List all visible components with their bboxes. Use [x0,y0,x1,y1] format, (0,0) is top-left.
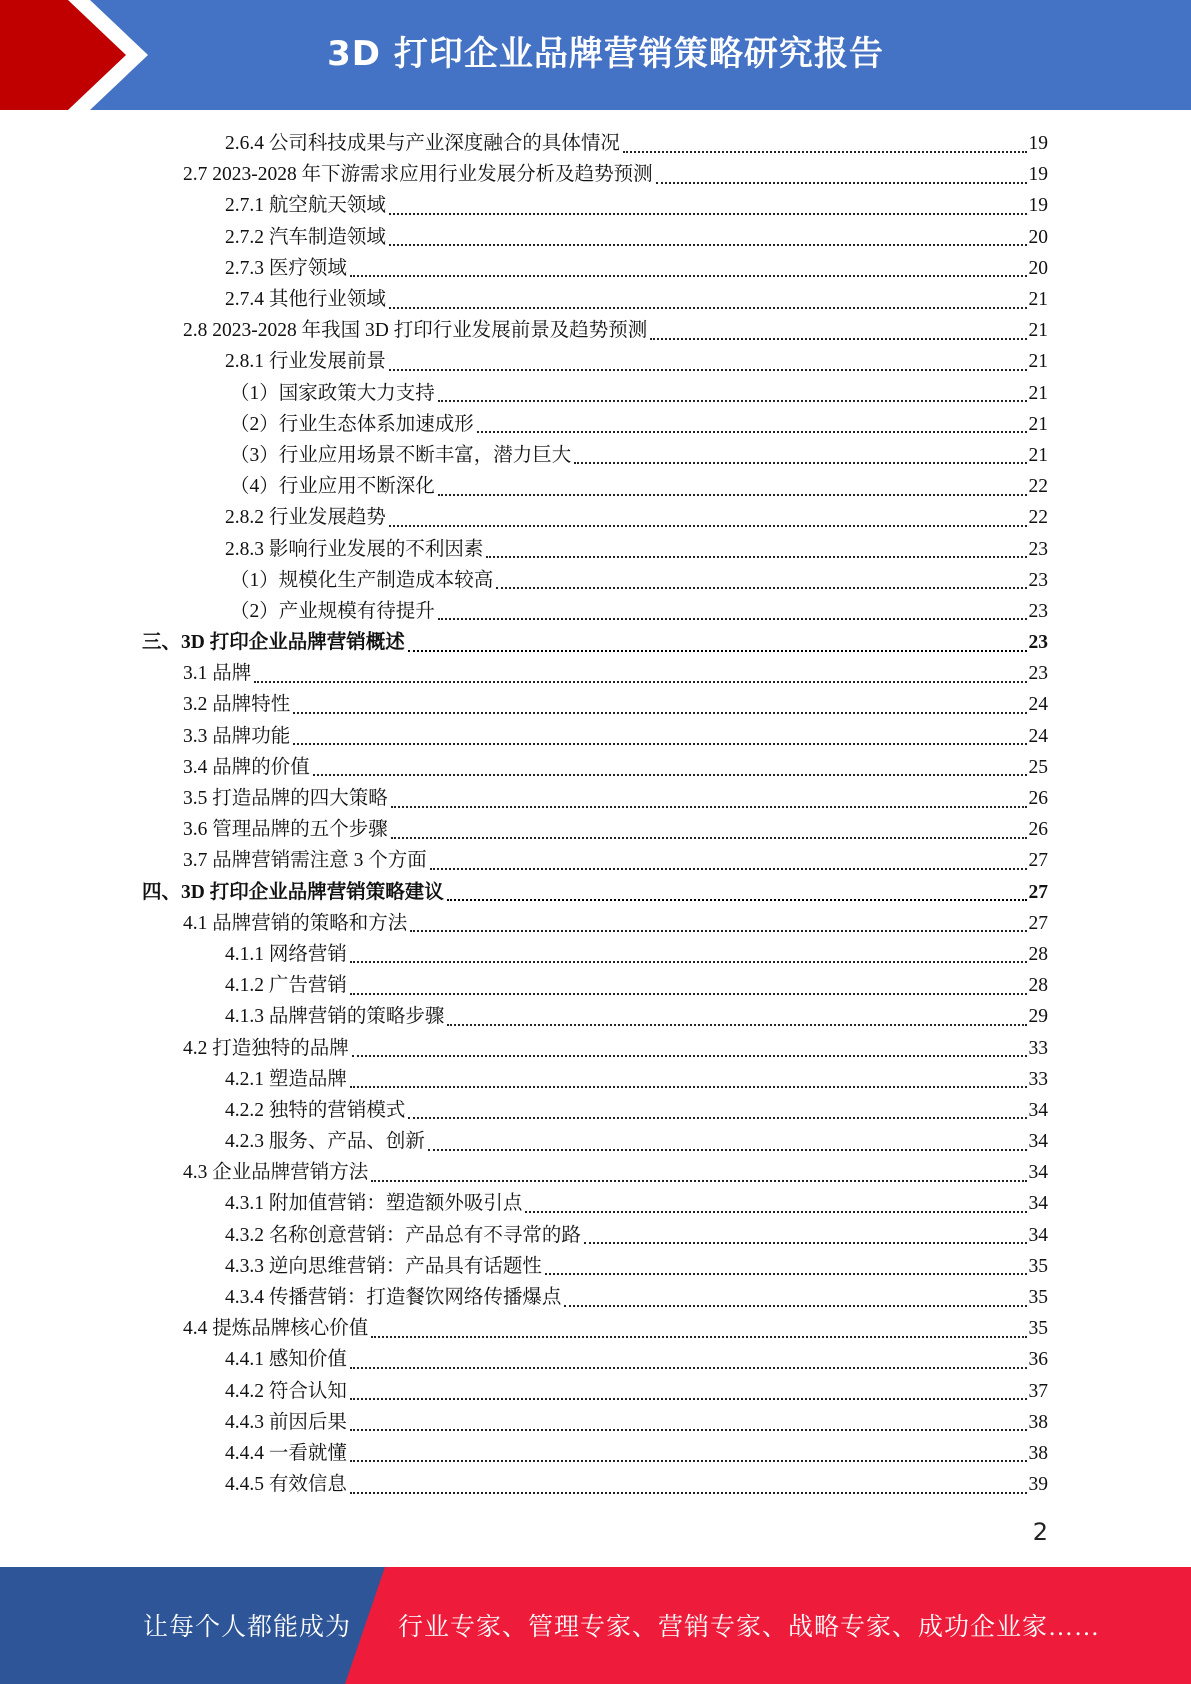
toc-dot-leader [391,804,1027,808]
toc-dot-leader [350,959,1027,963]
toc-entry-title: 2.8 2023-2028 年我国 3D 打印行业发展前景及趋势预测 [183,320,648,342]
toc-dot-leader [438,492,1027,496]
toc-entry[interactable] [0,159,1048,190]
toc-dot-leader [574,460,1026,464]
toc-entry[interactable] [0,1220,1048,1251]
toc-entry-title: 4.4.5 有效信息 [225,1474,347,1496]
toc-entry-title: 2.8.1 行业发展前景 [225,351,386,373]
toc-entry[interactable] [0,627,1048,658]
toc-entry[interactable] [0,658,1048,689]
toc-entry-title: 4.2.3 服务、产品、创新 [225,1131,425,1153]
toc-dot-leader [408,648,1027,652]
toc-entry-page: 26 [1028,819,1048,841]
toc-entry-title: 4.4.2 符合认知 [225,1380,347,1402]
footer-slogan-left: 让每个人都能成为 [143,1614,352,1641]
toc-dot-leader [389,242,1027,246]
toc-entry-page: 34 [1028,1162,1048,1184]
toc-dot-leader [389,211,1027,215]
toc-entry-page: 28 [1028,943,1048,965]
toc-entry[interactable] [0,939,1048,970]
toc-entry[interactable] [0,783,1048,814]
toc-dot-leader [428,1147,1027,1151]
toc-entry-title: 4.4.4 一看就懂 [225,1442,347,1464]
toc-entry[interactable] [0,814,1048,845]
toc-entry-page: 33 [1028,1037,1048,1059]
toc-entry-title: 3.4 品牌的价值 [183,756,310,778]
footer-band [0,1567,1191,1684]
toc-dot-leader [447,1022,1026,1026]
toc-entry-page: 38 [1028,1442,1048,1464]
toc-entry-title: 2.7.2 汽车制造领域 [225,226,386,248]
toc-entry-title: （3）行业应用场景不断丰富，潜力巨大 [230,444,572,466]
toc-entry-title: 4.1.3 品牌营销的策略步骤 [225,1006,445,1028]
toc-entry[interactable] [0,1126,1048,1157]
toc-entry-title: 4.3 企业品牌营销方法 [183,1162,369,1184]
toc-entry[interactable] [0,689,1048,720]
toc-entry-title: 4.1 品牌营销的策略和方法 [183,912,408,934]
toc-entry[interactable] [0,1251,1048,1282]
toc-entry-page: 26 [1028,788,1048,810]
toc-entry[interactable] [0,471,1048,502]
toc-entry[interactable] [0,409,1048,440]
toc-entry-title: （4）行业应用不断深化 [230,476,435,498]
toc-entry[interactable] [0,1344,1048,1375]
toc-entry-title: 2.6.4 公司科技成果与产业深度融合的具体情况 [225,133,620,155]
table-of-contents [0,128,1191,1500]
toc-entry-page: 20 [1028,226,1048,248]
toc-dot-leader [293,741,1026,745]
toc-entry-title: 3.7 品牌营销需注意 3 个方面 [183,850,427,872]
toc-entry[interactable] [0,845,1048,876]
toc-entry-page: 27 [1028,881,1048,903]
toc-entry[interactable] [0,1407,1048,1438]
toc-entry-page: 29 [1028,1006,1048,1028]
toc-entry[interactable] [0,253,1048,284]
toc-dot-leader [410,928,1026,932]
toc-dot-leader [391,835,1027,839]
toc-entry-page: 22 [1028,507,1048,529]
toc-entry-title: （1）规模化生产制造成本较高 [230,569,494,591]
toc-entry-title: 2.7 2023-2028 年下游需求应用行业发展分析及趋势预测 [183,164,653,186]
toc-dot-leader [496,585,1026,589]
toc-dot-leader [438,616,1027,620]
toc-entry[interactable] [0,1469,1048,1500]
toc-entry-title: 2.7.1 航空航天领域 [225,195,386,217]
toc-dot-leader [477,429,1027,433]
page-number: 2 [1032,1518,1048,1546]
toc-dot-leader [389,367,1027,371]
toc-entry-title: 4.3.4 传播营销：打造餐饮网络传播爆点 [225,1287,562,1309]
report-title: 3D 打印企业品牌营销策略研究报告 [327,34,884,74]
toc-entry[interactable] [0,1032,1048,1063]
toc-dot-leader [350,1084,1027,1088]
toc-entry[interactable] [0,346,1048,377]
toc-entry-title: （2）行业生态体系加速成形 [230,413,474,435]
toc-dot-leader [352,1053,1027,1057]
toc-dot-leader [408,1115,1026,1119]
toc-dot-leader [525,1209,1026,1213]
toc-dot-leader [430,866,1027,870]
toc-dot-leader [350,991,1027,995]
toc-entry-page: 20 [1028,257,1048,279]
toc-entry-page: 23 [1028,538,1048,560]
toc-entry-page: 34 [1028,1131,1048,1153]
toc-entry-page: 22 [1028,476,1048,498]
toc-entry-page: 35 [1028,1318,1048,1340]
toc-entry-title: 2.7.3 医疗领域 [225,257,347,279]
toc-dot-leader [350,1490,1027,1494]
toc-entry[interactable] [0,1438,1048,1469]
toc-entry[interactable] [0,128,1048,159]
toc-entry-page: 27 [1028,912,1048,934]
toc-dot-leader [313,772,1027,776]
toc-entry-page: 23 [1028,569,1048,591]
toc-entry-title: （1）国家政策大力支持 [230,382,435,404]
toc-entry-page: 38 [1028,1411,1048,1433]
toc-dot-leader [371,1334,1026,1338]
toc-dot-leader [486,554,1026,558]
toc-entry-page: 21 [1028,351,1048,373]
toc-dot-leader [254,679,1026,683]
toc-entry[interactable] [0,222,1048,253]
toc-entry-title: 4.1.2 广告营销 [225,975,347,997]
toc-entry-title: 4.3.3 逆向思维营销：产品具有话题性 [225,1255,542,1277]
toc-entry-page: 35 [1028,1255,1048,1277]
toc-dot-leader [438,398,1027,402]
toc-entry[interactable] [0,1188,1048,1219]
toc-dot-leader [447,897,1027,901]
toc-entry-title: 4.3.1 附加值营销：塑造额外吸引点 [225,1193,523,1215]
toc-entry-title: 2.7.4 其他行业领域 [225,289,386,311]
toc-dot-leader [650,336,1026,340]
toc-entry-page: 36 [1028,1349,1048,1371]
toc-entry[interactable] [0,565,1048,596]
toc-dot-leader [350,1396,1027,1400]
toc-entry[interactable] [0,1001,1048,1032]
toc-entry-title: 3.6 管理品牌的五个步骤 [183,819,388,841]
toc-entry-page: 21 [1028,320,1048,342]
toc-entry-page: 21 [1028,444,1048,466]
toc-dot-leader [623,149,1027,153]
toc-entry[interactable] [0,1157,1048,1188]
toc-entry[interactable] [0,190,1048,221]
toc-entry-title: 2.8.2 行业发展趋势 [225,507,386,529]
toc-entry[interactable] [0,315,1048,346]
toc-entry-page: 19 [1028,195,1048,217]
toc-entry[interactable] [0,908,1048,939]
toc-dot-leader [584,1240,1027,1244]
toc-entry-title: 四、3D 打印企业品牌营销策略建议 [142,881,444,903]
toc-entry-title: 4.1.1 网络营销 [225,943,347,965]
toc-entry-page: 19 [1028,164,1048,186]
toc-entry[interactable] [0,533,1048,564]
toc-entry-title: 3.5 打造品牌的四大策略 [183,788,388,810]
toc-dot-leader [389,523,1027,527]
toc-entry-page: 34 [1028,1193,1048,1215]
toc-entry[interactable] [0,1376,1048,1407]
toc-entry-page: 23 [1028,663,1048,685]
toc-entry-title: （2）产业规模有待提升 [230,600,435,622]
toc-entry-title: 4.2.1 塑造品牌 [225,1068,347,1090]
toc-entry[interactable] [0,596,1048,627]
toc-entry-page: 34 [1028,1099,1048,1121]
toc-entry-page: 27 [1028,850,1048,872]
footer-slogan-right: 行业专家、管理专家、营销专家、战略专家、成功企业家…… [398,1614,1101,1641]
toc-dot-leader [350,1427,1027,1431]
toc-entry-page: 34 [1028,1224,1048,1246]
toc-entry-title: 4.4 提炼品牌核心价值 [183,1318,369,1340]
toc-entry[interactable] [0,877,1048,908]
toc-entry[interactable] [0,970,1048,1001]
toc-dot-leader [350,1365,1027,1369]
toc-entry[interactable] [0,721,1048,752]
toc-entry-page: 25 [1028,756,1048,778]
toc-entry[interactable] [0,1313,1048,1344]
toc-entry-title: 三、3D 打印企业品牌营销概述 [142,632,405,654]
toc-entry[interactable] [0,378,1048,409]
toc-dot-leader [545,1271,1027,1275]
toc-entry[interactable] [0,1064,1048,1095]
toc-dot-leader [293,710,1026,714]
toc-entry[interactable] [0,502,1048,533]
toc-entry-page: 28 [1028,975,1048,997]
toc-entry-page: 21 [1028,413,1048,435]
toc-entry-page: 24 [1028,694,1048,716]
toc-entry-title: 2.8.3 影响行业发展的不利因素 [225,538,484,560]
toc-entry-page: 39 [1028,1474,1048,1496]
toc-entry-title: 3.2 品牌特性 [183,694,291,716]
toc-entry-title: 3.1 品牌 [183,663,252,685]
toc-dot-leader [350,1458,1027,1462]
toc-entry-title: 3.3 品牌功能 [183,725,291,747]
toc-entry-page: 33 [1028,1068,1048,1090]
toc-entry[interactable] [0,1282,1048,1313]
toc-entry-page: 37 [1028,1380,1048,1402]
toc-entry-page: 19 [1028,133,1048,155]
toc-entry[interactable] [0,284,1048,315]
toc-entry[interactable] [0,1095,1048,1126]
toc-dot-leader [371,1178,1026,1182]
toc-entry-title: 4.3.2 名称创意营销：产品总有不寻常的路 [225,1224,581,1246]
toc-entry-title: 4.4.1 感知价值 [225,1349,347,1371]
toc-entry[interactable] [0,752,1048,783]
toc-entry-page: 23 [1028,632,1048,654]
toc-entry-page: 24 [1028,725,1048,747]
toc-dot-leader [389,305,1027,309]
toc-entry-page: 21 [1028,289,1048,311]
toc-entry[interactable] [0,440,1048,471]
toc-entry-title: 4.4.3 前因后果 [225,1411,347,1433]
toc-dot-leader [564,1303,1026,1307]
toc-dot-leader [656,180,1027,184]
toc-dot-leader [350,273,1027,277]
toc-entry-page: 21 [1028,382,1048,404]
toc-entry-title: 4.2.2 独特的营销模式 [225,1099,406,1121]
header-band [0,0,1191,110]
toc-entry-page: 23 [1028,600,1048,622]
toc-entry-page: 35 [1028,1287,1048,1309]
toc-entry-title: 4.2 打造独特的品牌 [183,1037,349,1059]
